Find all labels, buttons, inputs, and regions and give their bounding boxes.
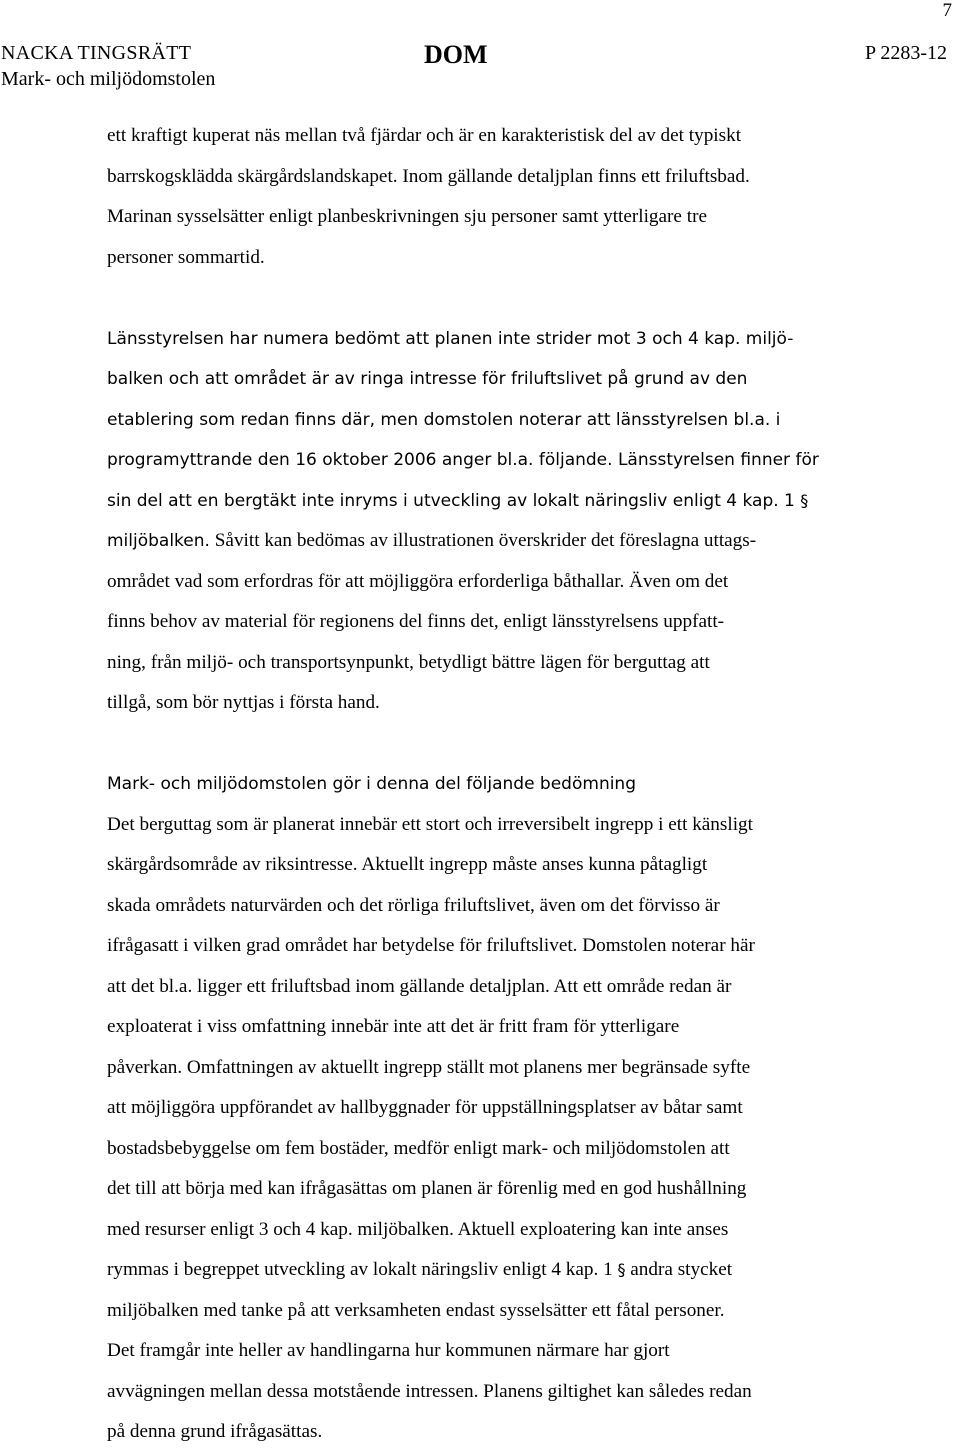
text-line: ning, från miljö- och transportsynpunkt, betydligt bättre lägen för berguttag att — [107, 651, 710, 673]
text-line: ett kraftigt kuperat näs mellan två fjärdar och är en karakteristisk del av det typiskt — [107, 125, 742, 146]
paragraph-court-assessment — [107, 764, 907, 1453]
document-header — [0, 40, 960, 100]
text-line: på denna grund ifrågasättas. — [107, 1421, 323, 1442]
text-line: personer sommartid. — [107, 246, 265, 268]
text-line — [107, 440, 907, 481]
paragraph-marina-description — [107, 116, 907, 278]
text-line: ifrågasatt i vilken grad området har betydelse för friluftslivet. Domstolen noterar här — [107, 935, 755, 956]
court-name: NACKA TINGSRÄTT — [1, 42, 192, 64]
text-segment: sin del att en bergtäkt inte inryms i utveckling av lokalt näringsliv enligt 4 kap. 1 — [107, 490, 795, 511]
text-line: tillgå, som bör nyttjas i första hand. — [107, 692, 380, 713]
text-line: Det framgår inte heller av handlingarna hur kommunen närmare har gjort — [107, 1340, 670, 1361]
text-line: barrskogsklädda skärgårdslandskapet. Inom gällande detaljplan finns ett friluftsbad. — [107, 165, 750, 187]
text-line: området vad som erfordras för att möjliggöra erforderliga båthallar. Även om det — [107, 570, 729, 592]
text-line: skärgårdsområde av riksintresse. Aktuellt ingrepp måste anses kunna påtagligt — [107, 854, 708, 875]
text-line — [107, 1250, 907, 1291]
text-line: finns behov av material för regionens del finns det, enligt länsstyrelsens uppfatt- — [107, 611, 725, 632]
text-line: bostadsbebyggelse om fem bostäder, medför enligt mark- och miljödomstolen att — [107, 1137, 730, 1159]
text-line: att det bl.a. ligger ett friluftsbad inom gällande detaljplan. Att ett område redan är — [107, 975, 732, 997]
text-line: påverkan. Omfattningen av aktuellt ingrepp ställt mot planens mer begränsade syfte — [107, 1056, 751, 1078]
section-sign: § — [617, 1260, 626, 1279]
text-line: Marinan sysselsätter enligt planbeskrivningen sju personer samt ytterligare tre — [107, 206, 707, 227]
text-line: balken och att området är av ringa intresse för friluftslivet på grund av den — [107, 369, 748, 389]
text-segment: rymmas i begreppet utveckling av lokalt näringsliv enligt 4 kap. 1 — [107, 1259, 613, 1280]
court-division: Mark- och miljödomstolen — [1, 68, 216, 90]
text-segment: Såvitt kan bedömas av illustrationen överskrider det föreslagna uttags- — [209, 530, 757, 551]
text-line: miljöbalken med tanke på att verksamheten endast sysselsätter ett fåtal personer. — [107, 1299, 725, 1321]
text-segment: andra stycket — [625, 1259, 733, 1280]
text-line: Det berguttag som är planerat innebär ett stort och irreversibelt ingrepp i ett känsligt — [107, 813, 753, 835]
document-body — [107, 116, 907, 1453]
text-line: med resurser enligt 3 och 4 kap. miljöbalken. Aktuell exploatering kan inte anses — [107, 1218, 729, 1240]
text-line: att möjliggöra uppförandet av hallbyggnader för uppställningsplatser av båtar samt — [107, 1097, 743, 1118]
text-line: Länsstyrelsen har numera bedömt att planen inte strider mot 3 och 4 kap. miljö- — [107, 328, 794, 349]
paragraph-lansstyrelsen-assessment — [107, 319, 907, 724]
quoted-text-start: Länsstyrelsen finner för — [612, 450, 819, 470]
text-line: det till att börja med kan ifrågasättas om planen är förenlig med en god hushållning — [107, 1178, 747, 1199]
section-sign: § — [800, 490, 809, 510]
text-segment: miljöbalken. — [107, 531, 210, 551]
text-line: avvägningen mellan dessa motstående intressen. Planens giltighet kan således redan — [107, 1380, 752, 1402]
text-line — [107, 481, 907, 522]
text-line: etablering som redan finns där, men domstolen noterar att länsstyrelsen bl.a. i — [107, 409, 781, 430]
document-type: DOM — [424, 40, 488, 69]
case-number: P 2283-12 — [864, 42, 947, 64]
text-line: exploaterat i viss omfattning innebär inte att det är fritt fram för ytterligare — [107, 1016, 680, 1037]
text-line: skada områdets naturvärden och det rörliga friluftslivet, även om det förvisso är — [107, 894, 720, 916]
section-heading: Mark- och miljödomstolen gör i denna del följande bedömning — [107, 774, 637, 794]
text-segment: programyttrande den 16 oktober 2006 anger bl.a. följande. — [107, 450, 613, 470]
page-number: 7 — [942, 0, 952, 21]
text-line — [107, 521, 907, 562]
